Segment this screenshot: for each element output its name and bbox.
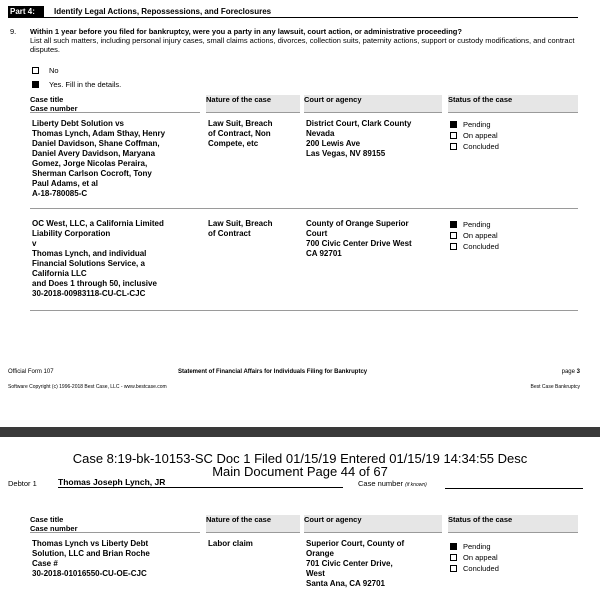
header-case: Case title Case number	[30, 515, 200, 533]
checkbox-pending[interactable]	[450, 221, 457, 228]
header-case: Case title Case number	[30, 95, 200, 113]
checkbox-on-appeal[interactable]	[450, 232, 457, 239]
checkbox-pending[interactable]	[450, 121, 457, 128]
footer-form: Official Form 107	[8, 369, 54, 375]
case-number-field[interactable]	[445, 488, 583, 489]
legal-actions-table	[30, 95, 578, 315]
case-court: Superior Court, County of Orange 701 Civic Center Drive, West Santa Ana, CA 92701	[306, 539, 405, 588]
row-divider	[30, 310, 578, 311]
checkbox-no[interactable]	[32, 67, 39, 74]
part-title: Identify Legal Actions, Repossessions, and Foreclosures	[54, 7, 272, 16]
question-text	[30, 27, 575, 54]
case-header	[0, 452, 600, 478]
status-concluded[interactable]: Concluded	[450, 563, 499, 574]
checkbox-pending[interactable]	[450, 543, 457, 550]
checkbox-yes[interactable]	[32, 81, 39, 88]
footer-page: page 3	[561, 369, 580, 375]
case-status	[450, 541, 499, 574]
case-nature: Labor claim	[208, 539, 253, 548]
header-status: Status of the case	[448, 95, 578, 113]
checkbox-on-appeal[interactable]	[450, 132, 457, 139]
case-nature: Law Suit, Breach of Contract	[208, 219, 273, 238]
option-no[interactable]	[32, 66, 59, 75]
checkbox-on-appeal[interactable]	[450, 554, 457, 561]
option-yes[interactable]	[32, 80, 121, 89]
case-title: Thomas Lynch vs Liberty Debt Solution, LLC and Brian Roche Case # 30-2018-01016550-CU-OE-CJC	[32, 539, 150, 578]
question-detail: List all such matters, including personal injury cases, small claims actions, divorces, collection suits, paternity actions, support or custody modifications, and contract disputes.	[30, 36, 575, 54]
status-pending[interactable]: Pending	[450, 541, 499, 552]
status-concluded[interactable]: Concluded	[450, 241, 499, 252]
case-nature: Law Suit, Breach of Contract, Non Compete, etc	[208, 119, 273, 148]
case-number-label: Case number (if known)	[358, 479, 427, 488]
checkbox-concluded[interactable]	[450, 565, 457, 572]
header-status: Status of the case	[448, 515, 578, 533]
case-header-line1: Case 8:19-bk-10153-SC Doc 1 Filed 01/15/19 Entered 01/15/19 14:34:55 Desc	[72, 451, 528, 466]
footer-copyright: Software Copyright (c) 1996-2018 Best Case, LLC - www.bestcase.com	[8, 384, 167, 390]
case-status	[450, 219, 499, 252]
row-divider	[30, 208, 578, 209]
question-bold: Within 1 year before you filed for bankruptcy, were you a party in any lawsuit, court action, or administrative proceeding?	[30, 27, 462, 36]
legal-actions-table	[30, 515, 578, 603]
checkbox-concluded[interactable]	[450, 143, 457, 150]
checkbox-concluded[interactable]	[450, 243, 457, 250]
case-title: Liberty Debt Solution vs Thomas Lynch, Adam Sthay, Henry Daniel Davidson, Shane Coffman, Daniel Avery Davidson, Maryana Gomez, Jorge Nicolas Peraira, Sherman Carlson Cocroft, Tony Paul Adams, et al A-18-780085-C	[32, 119, 166, 198]
header-court: Court or agency	[304, 95, 442, 113]
case-court: District Court, Clark County Nevada 200 Lewis Ave Las Vegas, NV 89155	[306, 119, 412, 158]
case-court: County of Orange Superior Court 700 Civic Center Drive West CA 92701	[306, 219, 412, 258]
header-nature: Nature of the case	[206, 515, 300, 533]
page-separator	[0, 427, 600, 437]
status-on-appeal[interactable]: On appeal	[450, 130, 499, 141]
status-concluded[interactable]: Concluded	[450, 141, 499, 152]
status-pending[interactable]: Pending	[450, 219, 499, 230]
footer-brand: Best Case Bankruptcy	[530, 384, 580, 390]
status-pending[interactable]: Pending	[450, 119, 499, 130]
status-on-appeal[interactable]: On appeal	[450, 552, 499, 563]
status-on-appeal[interactable]: On appeal	[450, 230, 499, 241]
case-title: OC West, LLC, a California Limited Liability Corporation v Thomas Lynch, and individual Financial Solutions Service, a California LLC and Does 1 through 50, inclusive 30-2018-00983118-CU-CL-CJC	[32, 219, 164, 298]
part-label: Part 4:	[8, 6, 44, 17]
header-nature: Nature of the case	[206, 95, 300, 113]
debtor-name: Thomas Joseph Lynch, JR	[58, 477, 343, 488]
question-number: 9.	[10, 27, 17, 36]
footer-statement: Statement of Financial Affairs for Individuals Filing for Bankruptcy	[178, 369, 368, 375]
case-status	[450, 119, 499, 152]
option-no-label: No	[49, 66, 59, 75]
case-header-line2: Main Document Page 44 of 67	[212, 464, 388, 479]
header-court: Court or agency	[304, 515, 442, 533]
document-page-2	[0, 437, 600, 603]
option-yes-label: Yes. Fill in the details.	[49, 80, 122, 89]
part-header	[8, 6, 578, 18]
debtor-label: Debtor 1	[8, 479, 37, 488]
